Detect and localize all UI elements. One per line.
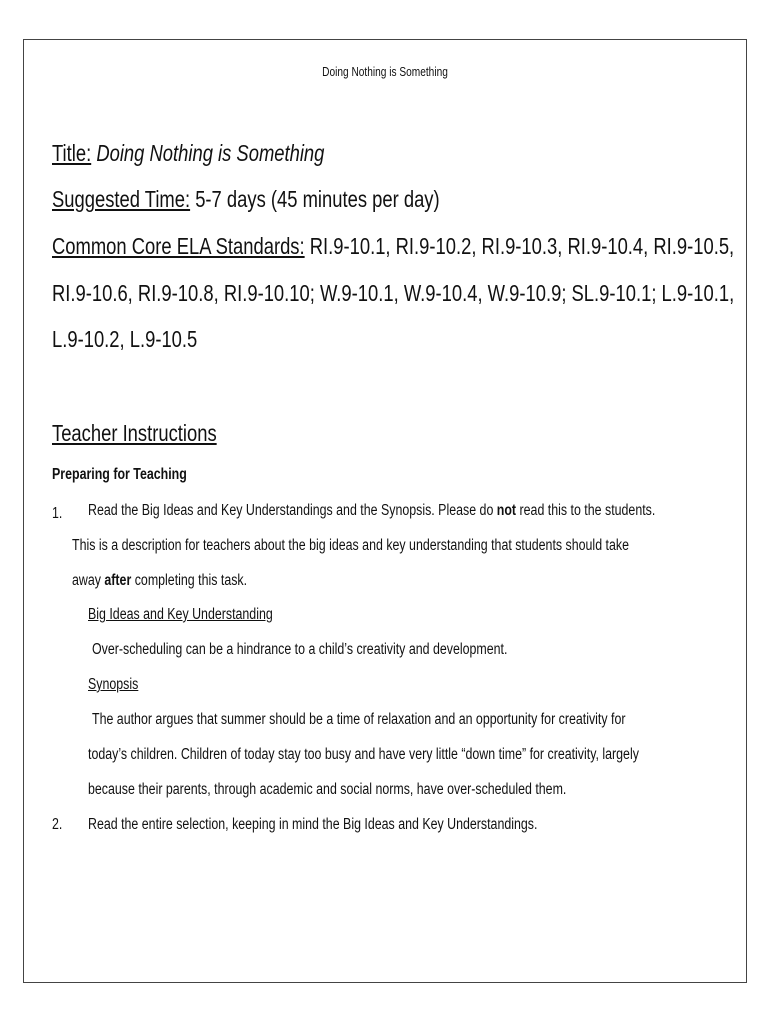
standards-line-3: L.9-10.2, L.9-10.5 [52, 326, 198, 352]
item-1-number: 1. [52, 505, 63, 522]
standards-line-1 [52, 233, 734, 260]
document-page [23, 39, 747, 983]
suggested-time-line [52, 186, 440, 213]
item-1-line-3 [72, 572, 247, 590]
standards-label: Common Core ELA Standards: [52, 233, 305, 259]
item-1-line-3-b: completing this task. [131, 572, 248, 589]
standards-text-1: RI.9-10.1, RI.9-10.2, RI.9-10.3, RI.9-10.4, RI.9-10.5, [309, 233, 735, 259]
title-label: Title: [52, 140, 92, 166]
item-1-after: after [104, 572, 132, 589]
item-1-line-1-a: Read the Big Ideas and Key Understandings and the Synopsis. Please do [88, 502, 497, 519]
synopsis-heading: Synopsis [88, 676, 139, 693]
item-1-not: not [496, 502, 517, 519]
running-header: Doing Nothing is Something [322, 64, 448, 79]
item-1-line-2: This is a description for teachers about the big ideas and key understanding that students should take [72, 537, 629, 554]
title-value: Doing Nothing is Something [96, 140, 325, 166]
teacher-instructions-heading: Teacher Instructions [52, 420, 217, 446]
big-ideas-heading: Big Ideas and Key Understanding [88, 606, 273, 623]
item-1-line-1-b: read this to the students. [516, 502, 656, 519]
suggested-time-label: Suggested Time: [52, 186, 191, 212]
item-1-line-3-a: away [72, 572, 105, 589]
suggested-time-value: 5-7 days (45 minutes per day) [195, 186, 440, 212]
preparing-heading: Preparing for Teaching [52, 466, 187, 483]
title-line [52, 140, 324, 167]
synopsis-line-1: The author argues that summer should be a time of relaxation and an opportunity for creativity for [92, 711, 626, 728]
synopsis-line-3: because their parents, through academic and social norms, have over-scheduled them. [88, 781, 567, 798]
big-ideas-text: Over-scheduling can be a hindrance to a child’s creativity and development. [92, 641, 508, 658]
item-2-text: Read the entire selection, keeping in mind the Big Ideas and Key Understandings. [88, 816, 538, 833]
item-1-line-1 [88, 502, 655, 520]
item-2-number: 2. [52, 816, 63, 833]
synopsis-line-2: today’s children. Children of today stay too busy and have very little “down time” for creativity, largely [88, 746, 639, 763]
standards-line-2: RI.9-10.6, RI.9-10.8, RI.9-10.10; W.9-10.1, W.9-10.4, W.9-10.9; SL.9-10.1; L.9-10.1, [52, 280, 735, 306]
